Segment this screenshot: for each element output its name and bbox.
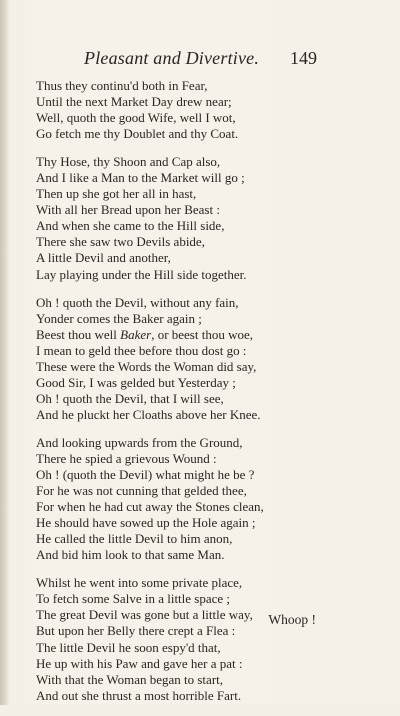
verse-line: There she saw two Devils abide, (36, 234, 205, 250)
verse-line: The little Devil he soon espy'd that, (36, 639, 221, 655)
verse-line: There he spied a grievous Wound : (36, 450, 217, 466)
verse-line: Go fetch me thy Doublet and thy Coat. (36, 126, 239, 142)
stanza (36, 575, 376, 703)
catchword: Whoop ! (268, 612, 316, 627)
verse-line: Yonder comes the Baker again ; (36, 310, 202, 326)
verse-line: And bid him look to that same Man. (36, 547, 225, 563)
verse-line: But upon her Belly there crept a Flea : (36, 623, 236, 639)
verse-line: Oh ! quoth the Devil, without any fain, (36, 294, 239, 310)
verse-line: Then up she got her all in hast, (36, 186, 197, 202)
verse-text (36, 78, 376, 716)
stanza (36, 154, 376, 282)
verse-line: The great Devil was gone but a little way, (36, 607, 253, 623)
verse-line: Whilst he went into some private place, (36, 575, 243, 591)
verse-line: For he was not cunning that gelded thee, (36, 483, 247, 499)
verse-line: And he pluckt her Cloaths above her Knee. (36, 406, 261, 422)
running-head: Pleasant and Divertive. (84, 48, 260, 68)
verse-line: Lay playing under the Hill side together. (36, 266, 247, 282)
verse-line: And looking upwards from the Ground, (36, 434, 243, 450)
verse-line: Oh ! quoth the Devil, that I will see, (36, 390, 224, 406)
verse-line: He up with his Paw and gave her a pat : (36, 655, 243, 671)
verse-line: A little Devil and another, (36, 250, 171, 266)
verse-line: Well, quoth the good Wife, well I wot, (36, 110, 236, 126)
stanza (36, 78, 376, 142)
verse-line: He called the little Devil to him anon, (36, 531, 233, 547)
verse-line: And I like a Man to the Market will go ; (36, 170, 245, 186)
page-gutter (0, 0, 9, 705)
verse-line: Until the next Market Day drew near; (36, 94, 232, 110)
stanza (36, 295, 376, 423)
verse-line: And out she thrust a most horrible Fart. (36, 687, 242, 703)
verse-line: With all her Bread upon her Beast : (36, 202, 220, 218)
verse-line: To fetch some Salve in a little space ; (36, 591, 231, 607)
stanza (36, 435, 376, 563)
verse-line: He should have sowed up the Hole again ; (36, 515, 256, 531)
verse-line: With that the Woman began to start, (36, 671, 224, 687)
page-number: 149 (290, 48, 317, 68)
verse-line: Thus they continu'd both in Fear, (36, 78, 208, 93)
verse-line: Thy Hose, thy Shoon and Cap also, (36, 154, 221, 170)
verse-line: Good Sir, I was gelded but Yesterday ; (36, 374, 236, 390)
italic-word: Baker (120, 326, 152, 342)
verse-line: Oh ! (quoth the Devil) what might he be ? (36, 467, 255, 483)
verse-line: I mean to geld thee before thou dost go : (36, 342, 247, 358)
verse-line: Beest thou well Baker, or beest thou woe, (36, 326, 253, 342)
verse-line: And when she came to the Hill side, (36, 218, 225, 234)
verse-line: For when he had cut away the Stones clean, (36, 499, 264, 515)
verse-line: These were the Words the Woman did say, (36, 358, 257, 374)
